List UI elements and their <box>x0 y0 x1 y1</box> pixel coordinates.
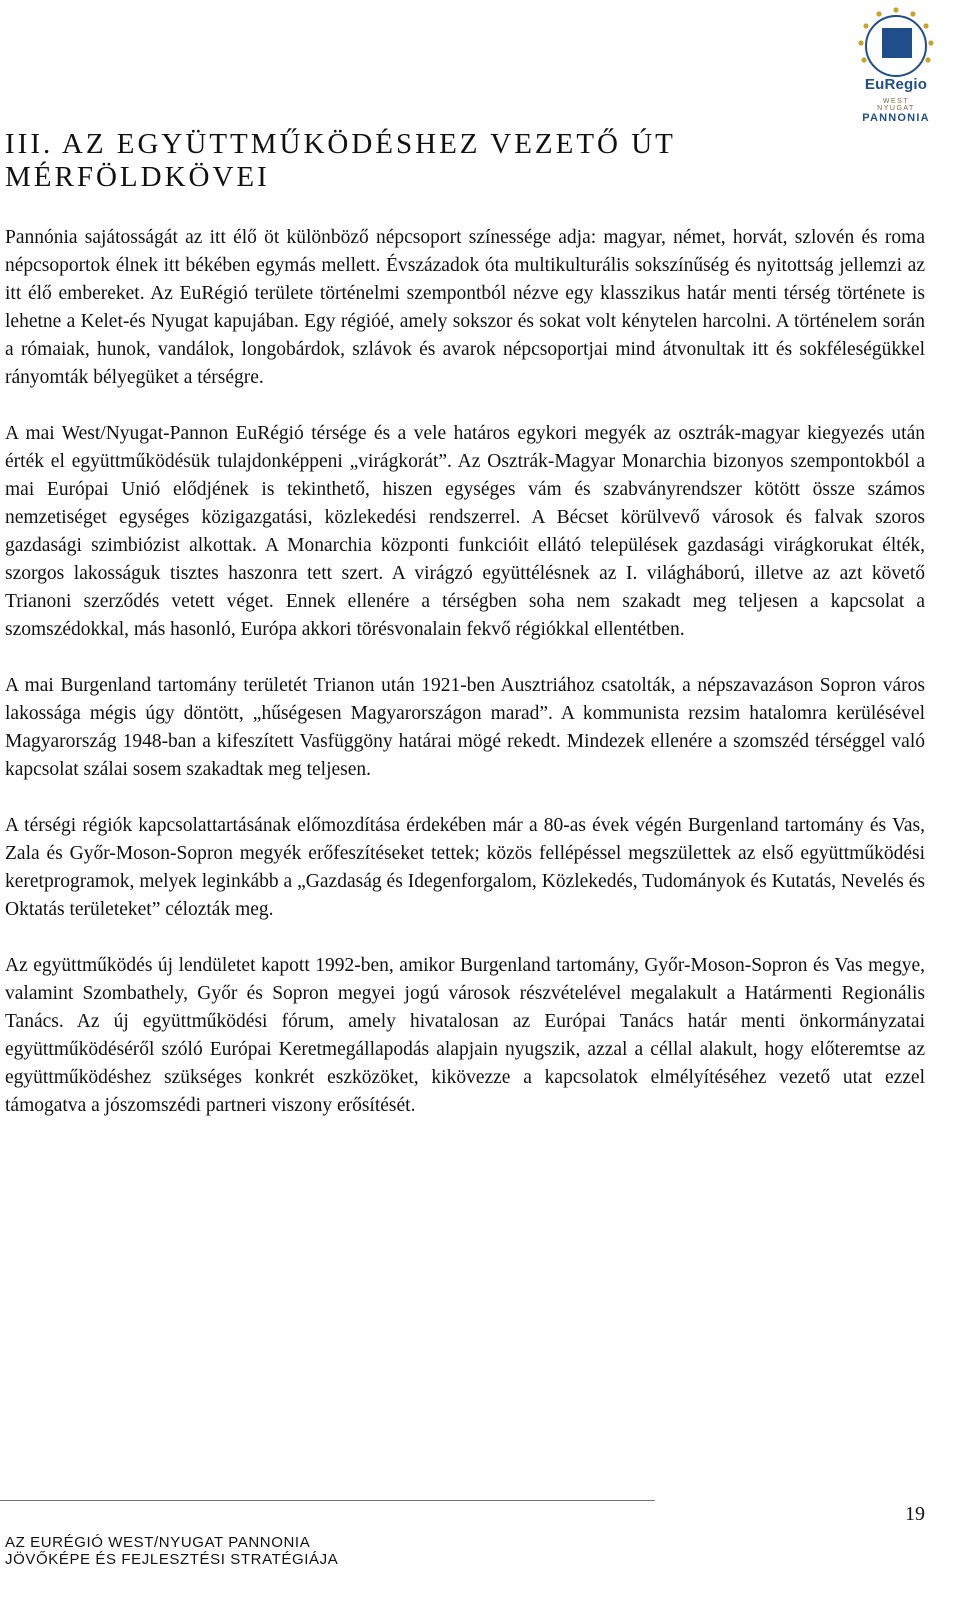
chapter-heading <box>5 128 805 194</box>
paragraph-2: A mai West/Nyugat-Pannon EuRégió térsége és a vele határos egykori megyék az osztrák-magyar kiegyezés után érték el együttműködésük tulajdonképpeni „virágkorát”. Az Osztrák-Magyar Monarchia bizonyos szempontokból a mai Európai Unió elődjének is tekinthető, hiszen egységes vám és szabványrendszer kötött össze számos nemzetiséget egységes közigazgatási, közlekedési rendszerrel. A Bécset körülvevő városok és falvak szoros gazdasági szimbiózist alkottak. A Monarchia központi funkcióit ellátó települések gazdasági virágkorukat élték, szorgos lakosságuk tisztes haszonra tett szert. A virágzó együttélésnek az I. világháború, illetve az azt követő Trianoni szerződés vetett véget. Ennek ellenére a térségben soha nem szakadt meg teljesen a kapcsolat a szomszédokkal, más hasonló, Európa akkori törésvonalain fekvő régiókkal ellentétben. <box>5 423 925 640</box>
logo-title: EuRegio <box>864 76 928 93</box>
chapter-heading-line-1: III. AZ EGYÜTTMŰKÖDÉSHEZ VEZETŐ ÚT <box>5 128 676 160</box>
logo-subtitle-pannonia: PANNONIA <box>862 112 930 124</box>
euregio-emblem-icon <box>838 4 954 78</box>
chapter-heading-line-2: MÉRFÖLDKÖVEI <box>5 161 270 193</box>
logo-subtitle-west: WEST <box>882 98 910 105</box>
body-text <box>5 224 925 1148</box>
page-number: 19 <box>905 1503 925 1525</box>
footer-title-line-2: JÖVŐKÉPE ÉS FEJLESZTÉSI STRATÉGIÁJA <box>5 1551 339 1568</box>
paragraph-3: A mai Burgenland tartomány területét Trianon után 1921-ben Ausztriához csatolták, a népszavazáson Sopron város lakossága mégis úgy döntött, „hűségesen Magyarországon marad”. A kommunista rezsim hatalomra kerülésével Magyarország 1948-ban a kifeszített Vasfüggöny határai mögé rekedt. Mindezek ellenére a szomszéd térséggel való kapcsolat szálai sosem szakadtak meg teljesen. <box>5 675 925 780</box>
paragraph-1: Pannónia sajátosságát az itt élő öt különböző népcsoport színessége adja: magyar, német, horvát, szlovén és roma népcsoportok élnek itt békében egymás mellett. Évszázadok óta multikulturális sokszínűség és nyitottság jellemzi az itt élő embereket. Az EuRégió területe történelmi szempontból nézve egy klasszikus határ menti térség története is lehetne a Kelet-és Nyugat kapujában. Egy régióé, amely sokszor és sokat volt kénytelen harcolni. A történelem során a rómaiak, hunok, vandálok, longobárdok, szlávok és avarok népcsoportjai mind átvonultak itt és sokféleségükkel rányomták bélyegüket a térségre. <box>5 227 925 388</box>
euregio-logo <box>838 4 954 128</box>
paragraph-4: A térségi régiók kapcsolattartásának előmozdítása érdekében már a 80-as évek végén Burgenland tartomány és Vas, Zala és Győr-Moson-Sopron megyék erőfeszítéseket tettek; közös fellépéssel megszülettek az első együttműködési keretprogramok, melyek leginkább a „Gazdaság és Idegenforgalom, Közlekedés, Tudományok és Kutatás, Nevelés és Oktatás területeket” célozták meg. <box>5 815 925 920</box>
footer-divider <box>0 1500 655 1501</box>
logo-subtitle-nyugat: NYUGAT <box>877 105 915 112</box>
footer-title-line-1: AZ EURÉGIÓ WEST/NYUGAT PANNONIA <box>5 1534 311 1551</box>
paragraph-5: Az együttműködés új lendületet kapott 1992-ben, amikor Burgenland tartomány, Győr-Moson-Sopron és Vas megye, valamint Szombathely, Győr és Sopron megyei jogú városok részvételével megalakult a Határmenti Regionális Tanács. Az új együttműködési fórum, amely hivatalosan az Európai Tanács határ menti önkormányzatai együttműködéséről szóló Európai Keretmegállapodás alapjain nyugszik, azzal a céllal alakult, hogy előteremtse az együttműködéshez szükséges konkrét eszközöket, kikövezze a kapcsolatok elmélyítéséhez vezető utat ezzel támogatva a jószomszédi partneri viszony erősítését. <box>5 955 925 1116</box>
